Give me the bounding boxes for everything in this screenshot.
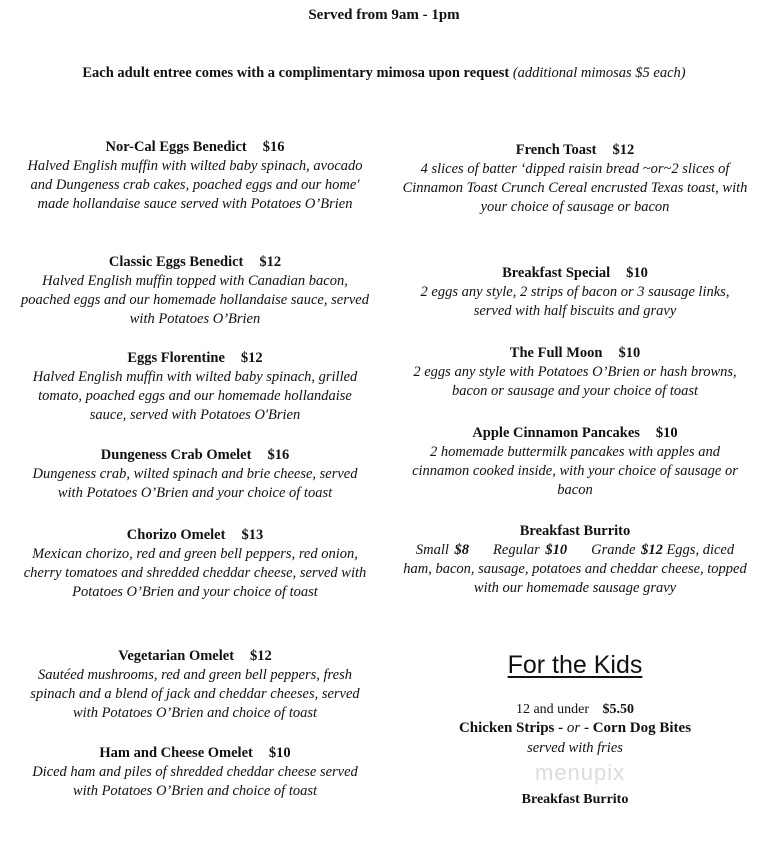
kids-pricing [400, 702, 750, 718]
menu-item-title [20, 253, 370, 272]
menu-item [20, 647, 370, 723]
kids-served-with: served with fries [527, 740, 623, 756]
watermark: menupix [535, 760, 626, 785]
menu-item-description: 2 eggs any style with Potatoes O’Brien or hash browns, bacon or sausage and your choice of toast [413, 364, 737, 399]
kids-price: $5.50 [602, 702, 635, 717]
size-small-label: Small [415, 542, 449, 558]
kids-options [400, 720, 750, 737]
menu-item [20, 138, 370, 214]
menu-item-price: $10 [268, 745, 291, 761]
burrito-sizes [416, 542, 663, 558]
kids-option-1: Chicken Strips - [458, 720, 564, 736]
menu-item-title [20, 647, 370, 666]
menu-item [20, 526, 370, 602]
menu-item [400, 141, 750, 217]
menu-item-description: 2 homemade buttermilk pancakes with apples and cinnamon cooked inside, with your choice of sausage or bacon [412, 444, 738, 498]
menu-item-price: $12 [250, 648, 272, 664]
menu-item-name: The Full Moon [509, 345, 603, 361]
menu-item-price: $10 [655, 425, 678, 441]
size-regular-price: $10 [545, 542, 568, 558]
menu-item [400, 344, 750, 401]
menu-item-title [400, 344, 750, 363]
menu-item [400, 264, 750, 321]
menu-item-title [20, 744, 370, 763]
size-small-price: $8 [454, 542, 470, 558]
mimosa-notice [0, 65, 768, 82]
menu-item-title [400, 264, 750, 283]
menu-item-price: $10 [618, 345, 641, 361]
menu-item-title [20, 526, 370, 545]
menu-item [20, 744, 370, 801]
menu-item-price: $16 [267, 447, 290, 463]
kids-age-label: 12 and under [515, 702, 590, 717]
menu-item-description: 4 slices of batter ‘dipped raisin bread ~or~2 slices of Cinnamon Toast Crunch Cereal encrusted Texas toast, with your choice of sausage or bacon [402, 161, 748, 215]
kids-section-title: For the Kids [507, 651, 643, 679]
menu-item-name: Eggs Florentine [127, 350, 225, 366]
menu-item-title [20, 446, 370, 465]
mimosa-notice-note: (additional mimosas $5 each) [512, 65, 686, 81]
menu-item-description: Mexican chorizo, red and green bell peppers, red onion, cherry tomatoes and shredded cheddar cheese, served with Potatoes O’Brien and your choice of toast [23, 546, 367, 600]
mimosa-notice-main: Each adult entree comes with a complimentary mimosa upon request [82, 65, 510, 81]
size-grande-label: Grande [591, 542, 636, 558]
menu-item-name: Breakfast Burrito [519, 523, 631, 539]
menu-item-description: Diced ham and piles of shredded cheddar cheese served with Potatoes O’Brien and choice of toast [32, 764, 358, 799]
menu-item-title [400, 424, 750, 443]
size-grande-price: $12 [641, 542, 663, 558]
menu-item-description: Halved English muffin with wilted baby spinach, grilled tomato, poached eggs and our homemade hollandaise sauce, served with Potatoes O'Brien [32, 369, 358, 423]
menu-item-name: French Toast [515, 142, 597, 158]
menu-item-price: $12 [612, 142, 635, 158]
kids-option-2: - Corn Dog Bites [583, 720, 692, 736]
menu-item [20, 349, 370, 425]
menu-item-title [20, 138, 370, 157]
menu-item [20, 446, 370, 503]
menu-item-price: $12 [240, 350, 263, 366]
burrito-desc-first: Eggs, [666, 542, 700, 558]
menu-item-name: Nor-Cal Eggs Benedict [105, 139, 247, 155]
menu-item [400, 424, 750, 500]
menu-item-name: Ham and Cheese Omelet [99, 745, 253, 761]
menu-item-price: $13 [241, 527, 264, 543]
menu-item-description: Halved English muffin topped with Canadian bacon, poached eggs and our homemade hollandaise sauce, served with Potatoes O’Brien [21, 273, 369, 327]
menu-item-name: Vegetarian Omelet [118, 648, 235, 664]
menu-item-description: Dungeness crab, wilted spinach and brie cheese, served with Potatoes O’Brien and your choice of toast [32, 466, 358, 501]
menu-item-name: Dungeness Crab Omelet [100, 447, 252, 463]
menu-item-name: Classic Eggs Benedict [108, 254, 244, 270]
menu-item-name: Chorizo Omelet [126, 527, 226, 543]
menu-item-price: $12 [259, 254, 282, 270]
size-regular-label: Regular [493, 542, 540, 558]
service-hours: Served from 9am - 1pm [308, 7, 460, 23]
menu-item-description: Halved English muffin with wilted baby spinach, avocado and Dungeness crab cakes, poached eggs and our home' made hollandaise sauce served with Potatoes O’Brien [27, 158, 363, 212]
menu-item-price: $16 [262, 139, 285, 155]
breakfast-burrito-item [400, 522, 750, 598]
menu-item-description: 2 eggs any style, 2 strips of bacon or 3 sausage links, served with half biscuits and gravy [420, 284, 730, 319]
menu-item [20, 253, 370, 329]
menu-item-description: Sautéed mushrooms, red and green bell peppers, fresh spinach and a blend of jack and cheddar cheeses, served with Potatoes O’Brien and choice of toast [30, 667, 360, 721]
menu-item-name: Apple Cinnamon Pancakes [472, 425, 640, 441]
menu-item-title [20, 349, 370, 368]
burrito-desc-rest: diced ham, bacon, sausage, potatoes and cheddar cheese, topped with our homemade sausage gravy [403, 542, 747, 596]
menu-item-name: Breakfast Special [502, 265, 611, 281]
menu-item-description [400, 541, 750, 598]
menu-item-title [400, 141, 750, 160]
kids-or: or [566, 720, 581, 736]
kids-breakfast-burrito: Breakfast Burrito [521, 792, 629, 807]
menu-item-price: $10 [626, 265, 648, 281]
